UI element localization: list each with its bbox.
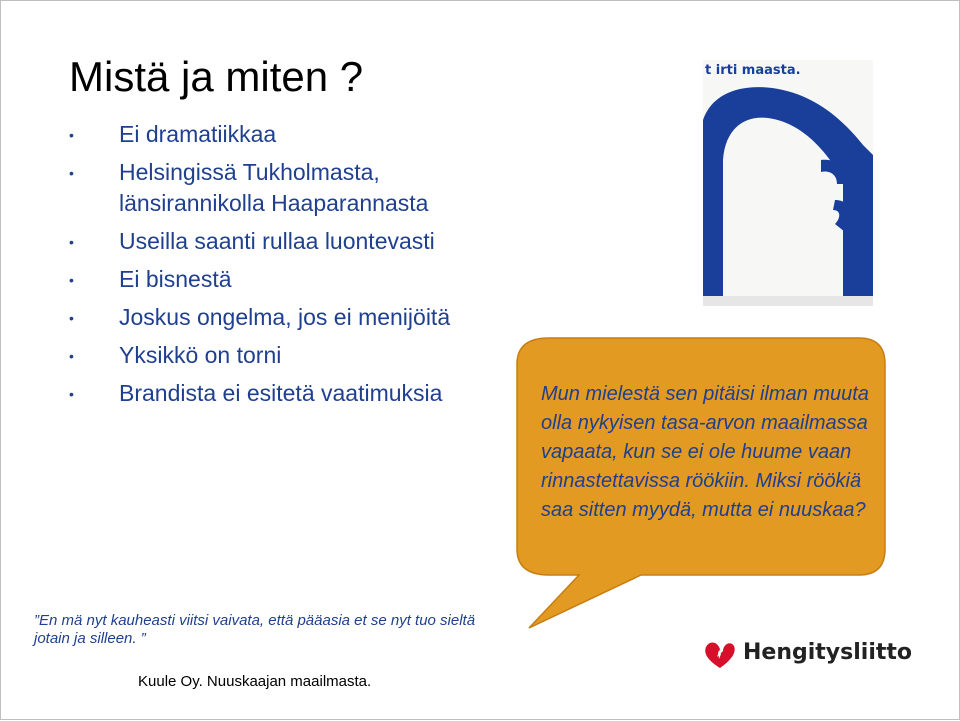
slide-title: Mistä ja miten ? — [69, 53, 364, 100]
logo-text: Hengitysliitto — [743, 640, 913, 665]
bullet-dot-icon: • — [69, 127, 74, 143]
interview-quote: ”En mä nyt kauheasti viitsi vaivata, että pääasia et se nyt tuo sieltä jotain ja silleen. ” — [34, 612, 476, 647]
bullet-text: Ei dramatiikkaa — [119, 121, 277, 147]
bullet-text: Joskus ongelma, jos ei menijöitä — [119, 304, 451, 330]
bullet-dot-icon: • — [69, 272, 74, 288]
photo-caption: t irti maasta. — [705, 63, 801, 78]
bullet-text: Yksikkö on torni — [119, 342, 282, 368]
bullet-dot-icon: • — [69, 310, 74, 326]
bullet-dot-icon: • — [69, 234, 74, 250]
hengitysliitto-logo-icon — [703, 637, 737, 671]
bullet-dot-icon: • — [69, 348, 74, 364]
bullet-text: Helsingissä Tukholmasta, länsirannikolla Haaparannasta — [119, 159, 429, 216]
bullet-text: Ei bisnestä — [119, 266, 232, 292]
bullet-text: Useilla saanti rullaa luontevasti — [119, 228, 435, 254]
speech-bubble-text: Mun mielestä sen pitäisi ilman muuta olla nykyisen tasa-arvon maailmassa vapaata, kun se ei ole huume vaan rinnastettavissa röökiin. Miksi röökiä saa sitten myydä, mutta ei nuuskaa? — [541, 383, 869, 521]
hengitysliitto-logo — [703, 635, 913, 675]
source-citation: Kuule Oy. Nuuskaajan maailmasta. — [138, 673, 372, 690]
bullet-dot-icon: • — [69, 386, 74, 402]
bullet-dot-icon: • — [69, 165, 74, 181]
bullet-text: Brandista ei esitetä vaatimuksia — [119, 380, 443, 406]
